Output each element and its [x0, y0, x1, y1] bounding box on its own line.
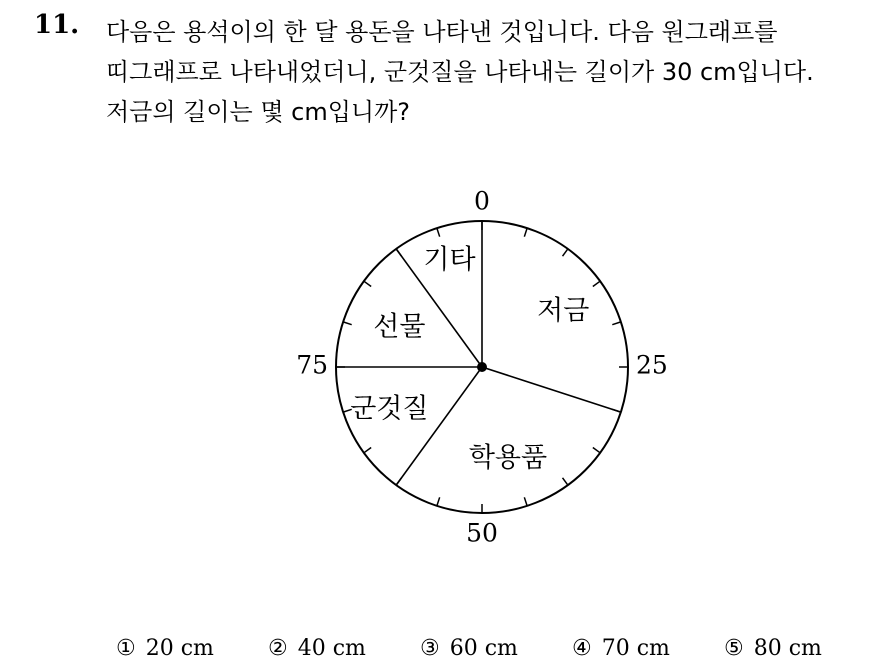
scale-tick [364, 281, 371, 286]
choice-5-text: 80 cm [753, 636, 822, 661]
choice-2[interactable] [268, 636, 420, 661]
scale-tick [593, 448, 600, 453]
slice-label-1: 저금 [537, 295, 590, 327]
choice-4[interactable] [572, 636, 724, 661]
slice-label-5: 기타 [423, 244, 476, 276]
answer-choices [116, 636, 876, 661]
choice-1-text: 20 cm [145, 636, 214, 661]
scale-tick [437, 497, 440, 506]
question-line-3: 저금의 길이는 몇 cm입니까? [106, 98, 411, 126]
question-line-1: 다음은 용석이의 한 달 용돈을 나타낸 것입니다. 다음 원그래프를 [106, 18, 778, 46]
scale-tick [524, 497, 527, 506]
choice-4-number: ④ [572, 636, 592, 661]
scale-tick [364, 448, 371, 453]
scale-tick [524, 228, 527, 237]
scale-tick [563, 478, 568, 485]
choice-3-text: 60 cm [449, 636, 518, 661]
choice-2-number: ② [268, 636, 288, 661]
slice-boundary-2 [482, 367, 621, 412]
scale-tick [563, 249, 568, 256]
scale-tick [593, 281, 600, 286]
scale-tick [437, 228, 440, 237]
scale-label-75: 75 [296, 350, 328, 380]
choice-1[interactable] [116, 636, 268, 661]
choice-3-number: ③ [420, 636, 440, 661]
scale-tick [343, 322, 352, 325]
scale-label-25: 25 [636, 350, 668, 380]
question-line-2: 띠그래프로 나타내었더니, 군것질을 나타내는 길이가 30 cm입니다. [106, 58, 814, 86]
choice-1-number: ① [116, 636, 136, 661]
question-number: 11. [34, 10, 80, 40]
slice-label-3: 군것질 [350, 393, 429, 425]
slice-label-2: 학용품 [468, 442, 548, 474]
choice-5-number: ⑤ [724, 636, 744, 661]
choice-3[interactable] [420, 636, 572, 661]
scale-tick [612, 322, 621, 325]
center-dot [477, 362, 487, 372]
choice-2-text: 40 cm [297, 636, 366, 661]
choice-5[interactable] [724, 636, 876, 661]
choice-4-text: 70 cm [601, 636, 670, 661]
scale-label-50: 50 [466, 518, 498, 548]
slice-label-4: 선물 [373, 311, 426, 343]
scale-label-0: 0 [474, 186, 490, 216]
